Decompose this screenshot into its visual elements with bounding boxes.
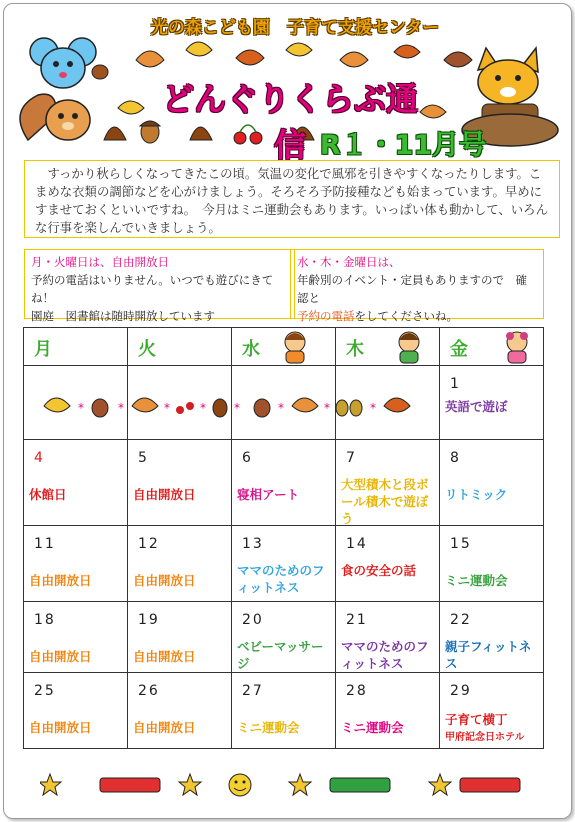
leaf-icon: [132, 398, 158, 412]
calendar-day-cell: [128, 526, 232, 602]
intro-text: すっかり秋らしくなってきたこの頃。気温の変化で風邪を引きやすくなったりします。こまめな衣類の調節などを心がけましょう。そろそろ予防接種なども始まっています。早めにすませておくといいですね。 今月はミニ運動会もあります。いっぱい体も動かして、いろんな行事を楽しんでいきましょう。: [24, 160, 560, 238]
week-row: [24, 526, 544, 602]
day-number: 14: [346, 536, 368, 552]
day-event: 食の安全の話: [341, 563, 417, 578]
calendar-day-cell: [232, 673, 336, 749]
day-event: 自由開放日: [29, 573, 92, 588]
leaf-icon: [44, 398, 70, 412]
day-name: 木: [346, 339, 364, 360]
day-number: 12: [138, 536, 160, 552]
day-event: 休館日: [29, 487, 67, 502]
day-number: 20: [242, 612, 264, 628]
calendar-day-cell: [440, 440, 544, 526]
calendar-day-cell: [232, 602, 336, 673]
crayon-icon: [100, 778, 520, 792]
day-number: 18: [34, 612, 56, 628]
day-number: 11: [34, 536, 56, 552]
day-event: ベビーマッサージ: [237, 639, 324, 671]
day-number: 25: [34, 683, 56, 699]
svg-text:*: *: [164, 401, 170, 415]
day-header-wed: [232, 328, 336, 366]
day-number: 28: [346, 683, 368, 699]
calendar-day-cell: [232, 526, 336, 602]
day-header-tue: [128, 328, 232, 366]
day-event: 自由開放日: [133, 487, 196, 502]
week-row: [24, 673, 544, 749]
svg-text:*: *: [118, 401, 124, 415]
calendar-day-cell: [440, 526, 544, 602]
child-icon: [394, 330, 424, 364]
squirrel-icon: [20, 94, 90, 140]
mouse-icon: [30, 38, 108, 88]
note-wed-fri: [290, 249, 544, 323]
calendar-day-cell: [440, 673, 544, 749]
day-number: 13: [242, 536, 264, 552]
day-number: 29: [450, 683, 472, 699]
calendar-day-cell: [24, 440, 128, 526]
chestnut-icon: [213, 399, 227, 417]
day-number: 22: [450, 612, 472, 628]
svg-text:*: *: [234, 401, 240, 415]
week-row: [24, 602, 544, 673]
day-event: 子育て横丁: [445, 712, 508, 727]
week-row: [24, 440, 544, 526]
calendar-day-cell: [24, 673, 128, 749]
cherry-icon: [176, 402, 194, 414]
smiley-icon: [229, 774, 251, 796]
calendar-day-cell: [24, 602, 128, 673]
note-right-line1: 年齢別のイベント・定員もありますので 確認と: [297, 273, 527, 305]
calendar-header-row: [24, 328, 544, 366]
org-name: 光の森こども園 子育て支援センター: [150, 18, 440, 38]
day-number: 26: [138, 683, 160, 699]
day-number: 6: [242, 450, 253, 466]
day-event: ミニ運動会: [237, 720, 300, 735]
newsletter-title: どんぐりくらぶ通信: [161, 80, 418, 164]
calendar-day-cell: [440, 602, 544, 673]
day-number: 7: [346, 450, 357, 466]
day-event: 親子フィットネス: [445, 639, 532, 671]
day-number: 8: [450, 450, 461, 466]
day-event: ママのためのフィットネス: [237, 563, 325, 595]
day-event: 自由開放日: [29, 649, 92, 664]
day-number: 27: [242, 683, 264, 699]
svg-text:*: *: [370, 401, 376, 415]
svg-text:*: *: [278, 401, 284, 415]
issue-label: R１・11月号: [319, 130, 487, 161]
note-monday-tuesday: [24, 249, 295, 323]
leaf-icon: [292, 398, 318, 412]
day-event: 自由開放日: [133, 720, 196, 735]
svg-text:*: *: [200, 401, 206, 415]
note-left-line2: 園庭 図書館は随時開放しています: [31, 309, 215, 323]
calendar-day-cell: [336, 602, 440, 673]
day-header-mon: [24, 328, 128, 366]
day-event: ミニ運動会: [341, 720, 404, 735]
autumn-decoration-row: [40, 392, 420, 422]
day-event: リトミック: [445, 487, 508, 502]
calendar-table: [23, 327, 544, 749]
calendar-day-cell: [24, 526, 128, 602]
day-name: 月: [34, 339, 52, 360]
day-name: 金: [450, 339, 468, 360]
calendar-day-cell: [440, 366, 544, 440]
day-name: 水: [242, 339, 260, 360]
calendar-day-cell: [232, 440, 336, 526]
calendar-day-cell: [336, 526, 440, 602]
calendar-day-cell: [336, 440, 440, 526]
day-number: 4: [34, 450, 45, 466]
day-header-thu: [336, 328, 440, 366]
day-header-fri: [440, 328, 544, 366]
acorn-icon: [254, 399, 270, 417]
calendar-day-cell: [336, 673, 440, 749]
day-number: 21: [346, 612, 368, 628]
day-name: 火: [138, 339, 156, 360]
note-right-line2-rest: をしてくださいね。: [354, 309, 458, 323]
reservation-call-highlight: 予約の電話: [297, 309, 355, 323]
acorn-icon: [336, 400, 362, 416]
note-right-line2: [297, 307, 537, 325]
calendar-day-cell: [128, 602, 232, 673]
day-event: 自由開放日: [133, 649, 196, 664]
svg-text:*: *: [78, 401, 84, 415]
day-event: 大型積木と段ボール積木で遊ぼう: [341, 477, 429, 526]
child-icon: [280, 330, 310, 364]
day-number: 5: [138, 450, 149, 466]
note-right-heading: 水・木・金曜日は、: [297, 255, 401, 269]
day-event: 寝相アート: [237, 487, 300, 502]
note-left-heading: 月・火曜日は、自由開放日: [31, 255, 169, 269]
calendar-day-cell: [128, 440, 232, 526]
note-left-line1: 予約の電話はいりません。いつでも遊びにきてね！: [31, 273, 274, 305]
day-event-sub: 甲府記念日ホテル: [445, 732, 525, 743]
svg-text:*: *: [324, 401, 330, 415]
acorn-icon: [92, 399, 108, 417]
day-event: ママのためのフィットネス: [341, 639, 429, 671]
day-event: 自由開放日: [133, 573, 196, 588]
day-number: 1: [450, 376, 461, 392]
day-number: 15: [450, 536, 472, 552]
bottom-decoration: [40, 770, 530, 800]
day-event: 英語で遊ぼ: [445, 399, 508, 414]
child-icon: [502, 330, 532, 364]
day-event: 自由開放日: [29, 720, 92, 735]
leaf-icon: [384, 398, 410, 412]
calendar-day-cell: [128, 673, 232, 749]
day-number: 19: [138, 612, 160, 628]
day-event: ミニ運動会: [445, 573, 508, 588]
